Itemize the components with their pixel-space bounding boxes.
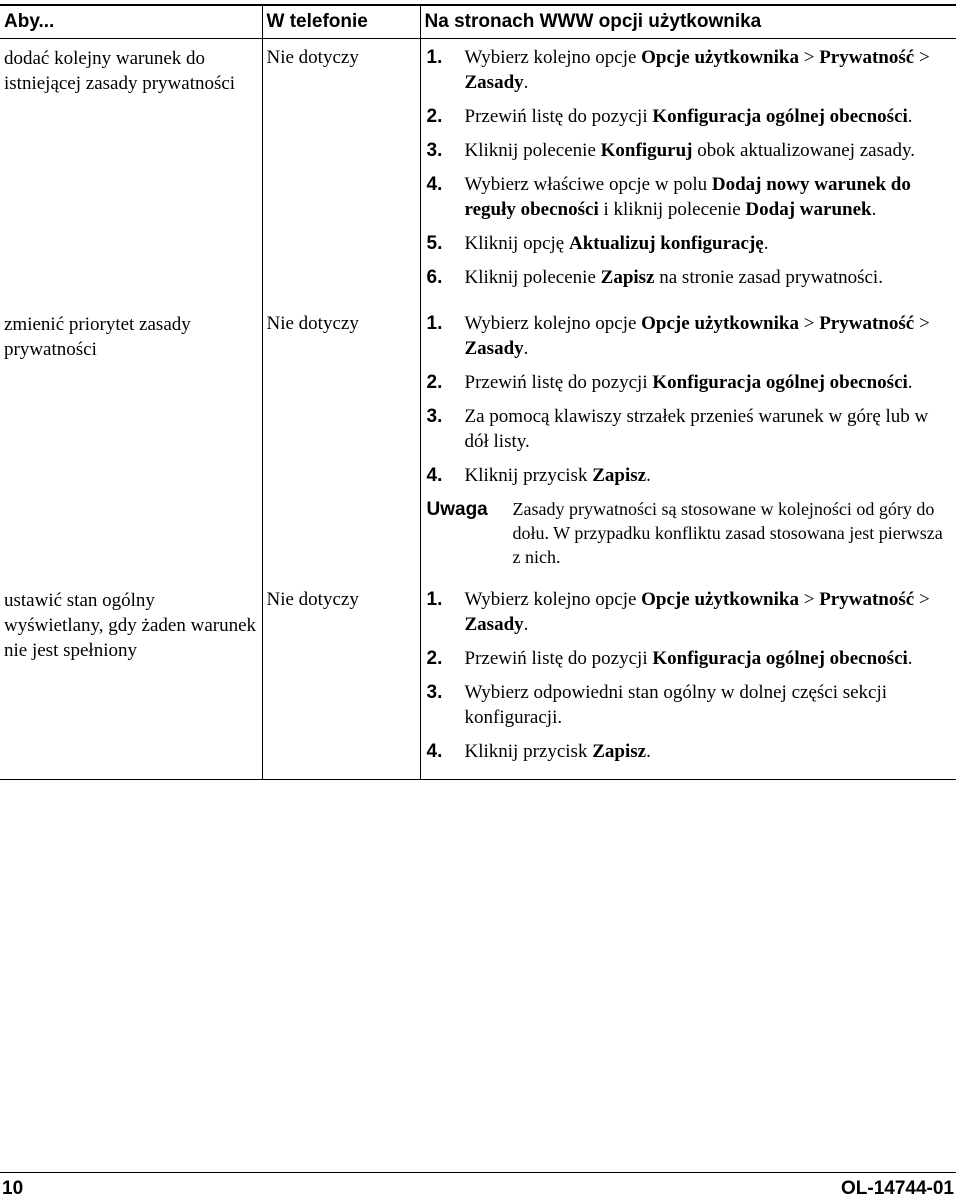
table-row bbox=[0, 305, 956, 581]
step-text-run: Kliknij polecenie bbox=[464, 140, 601, 161]
step-text-run: obok aktualizowanej zasady. bbox=[692, 140, 915, 161]
step-number: 6. bbox=[426, 267, 443, 288]
step-text-run: Przewiń listę do pozycji bbox=[464, 648, 653, 669]
step-text-run: Wybierz kolejno opcje bbox=[464, 47, 642, 68]
ui-term: Zapisz bbox=[600, 267, 655, 288]
ui-term: Opcje użytkownika bbox=[641, 313, 799, 334]
ui-term: Prywatność bbox=[819, 47, 915, 68]
step-text-run: . bbox=[763, 233, 769, 254]
step-number: 4. bbox=[426, 741, 443, 762]
step-text bbox=[465, 463, 953, 488]
step-number: 1. bbox=[426, 47, 443, 68]
header-web: Na stronach WWW opcji użytkownika bbox=[420, 5, 956, 39]
step-number: 5. bbox=[426, 233, 443, 254]
step-number: 1. bbox=[426, 589, 443, 610]
step-item bbox=[427, 463, 953, 488]
step-text bbox=[465, 587, 953, 637]
steps-cell bbox=[420, 581, 956, 780]
step-text bbox=[465, 265, 953, 290]
step-text-run: Kliknij polecenie bbox=[464, 267, 601, 288]
step-item bbox=[427, 311, 953, 361]
step-text-run: Wybierz właściwe opcje w polu bbox=[464, 174, 712, 195]
note-text: Zasady prywatności są stosowane w kolejności od góry do dołu. W przypadku konfliktu zasad stosowana jest pierwsza z nich. bbox=[512, 499, 943, 567]
ui-term: Konfiguruj bbox=[600, 140, 693, 161]
step-text-run: > bbox=[798, 313, 820, 334]
step-text bbox=[465, 138, 953, 163]
steps-cell bbox=[420, 39, 956, 306]
step-text-run: Kliknij przycisk bbox=[464, 741, 593, 762]
step-text bbox=[465, 680, 953, 730]
step-text-run: > bbox=[914, 589, 930, 610]
step-number: 3. bbox=[426, 140, 443, 161]
step-item bbox=[427, 138, 953, 163]
ui-term: Prywatność bbox=[819, 313, 915, 334]
note-label: Uwaga bbox=[426, 499, 488, 520]
step-text bbox=[465, 739, 953, 764]
step-item bbox=[427, 265, 953, 290]
step-text bbox=[465, 172, 953, 222]
step-text-run: Za pomocą klawiszy strzałek przenieś warunek w górę lub w dół listy. bbox=[464, 406, 929, 452]
footer-rule bbox=[0, 1172, 956, 1173]
step-text-run: Przewiń listę do pozycji bbox=[464, 106, 653, 127]
table-row bbox=[0, 39, 956, 306]
ui-term: Dodaj warunek bbox=[745, 199, 872, 220]
step-text-run: . bbox=[646, 465, 651, 486]
ui-term: Aktualizuj konfigurację bbox=[568, 233, 764, 254]
step-number: 1. bbox=[426, 313, 443, 334]
step-text-run: > bbox=[798, 47, 820, 68]
ui-term: Zapisz bbox=[592, 465, 647, 486]
step-text-run: Wybierz kolejno opcje bbox=[464, 313, 642, 334]
ui-term: Zasady bbox=[464, 72, 524, 93]
page-footer bbox=[0, 1172, 960, 1202]
ui-term: Opcje użytkownika bbox=[641, 47, 799, 68]
step-text bbox=[465, 646, 953, 671]
step-item bbox=[427, 680, 953, 730]
step-text-run: . bbox=[523, 614, 529, 635]
step-text-run: > bbox=[798, 589, 820, 610]
step-text bbox=[465, 404, 953, 454]
step-number: 2. bbox=[426, 648, 443, 669]
phone-cell: Nie dotyczy bbox=[262, 39, 420, 306]
step-number: 2. bbox=[426, 106, 443, 127]
step-text-run: . bbox=[523, 338, 529, 359]
step-number: 3. bbox=[426, 682, 443, 703]
step-text-run: . bbox=[523, 72, 529, 93]
step-text-run: Przewiń listę do pozycji bbox=[464, 372, 653, 393]
step-text-run: Wybierz odpowiedni stan ogólny w dolnej części sekcji konfiguracji. bbox=[464, 682, 888, 728]
ui-term: Konfiguracja ogólnej obecności bbox=[652, 106, 908, 127]
step-text bbox=[465, 45, 953, 95]
step-text bbox=[465, 311, 953, 361]
ui-term: Prywatność bbox=[819, 589, 915, 610]
document-id: OL-14744-01 bbox=[840, 1178, 954, 1199]
step-text-run: i kliknij polecenie bbox=[598, 199, 746, 220]
phone-cell: Nie dotyczy bbox=[262, 581, 420, 780]
header-action: Aby... bbox=[0, 5, 262, 39]
step-item bbox=[427, 231, 953, 256]
step-number: 4. bbox=[426, 174, 443, 195]
phone-cell: Nie dotyczy bbox=[262, 305, 420, 581]
step-text-run: Wybierz kolejno opcje bbox=[464, 589, 642, 610]
step-item bbox=[427, 587, 953, 637]
step-number: 2. bbox=[426, 372, 443, 393]
ui-term: Konfiguracja ogólnej obecności bbox=[652, 372, 908, 393]
step-item bbox=[427, 370, 953, 395]
step-text-run: Kliknij opcję bbox=[464, 233, 569, 254]
action-cell: dodać kolejny warunek do istniejącej zasady prywatności bbox=[4, 48, 236, 94]
header-phone: W telefonie bbox=[262, 5, 420, 39]
step-item bbox=[427, 739, 953, 764]
step-text-run: . bbox=[907, 648, 913, 669]
step-text-run: Kliknij przycisk bbox=[464, 465, 593, 486]
step-text-run: > bbox=[914, 47, 930, 68]
action-cell: zmienić priorytet zasady prywatności bbox=[4, 314, 191, 360]
ui-term: Konfiguracja ogólnej obecności bbox=[652, 648, 908, 669]
step-item bbox=[427, 172, 953, 222]
ui-term: Opcje użytkownika bbox=[641, 589, 799, 610]
page-number: 10 bbox=[2, 1178, 24, 1199]
step-text-run: . bbox=[907, 106, 913, 127]
step-number: 3. bbox=[426, 406, 443, 427]
note bbox=[427, 497, 953, 569]
step-item bbox=[427, 646, 953, 671]
action-cell: ustawić stan ogólny wyświetlany, gdy żaden warunek nie jest spełniony bbox=[0, 581, 262, 780]
step-text bbox=[465, 104, 953, 129]
step-text bbox=[465, 231, 953, 256]
step-text-run: . bbox=[907, 372, 913, 393]
step-item bbox=[427, 404, 953, 454]
instructions-table-wrapper bbox=[0, 4, 960, 780]
step-item bbox=[427, 104, 953, 129]
ui-term: Zasady bbox=[464, 338, 524, 359]
step-item bbox=[427, 45, 953, 95]
step-text-run: . bbox=[871, 199, 877, 220]
ui-term: Zapisz bbox=[592, 741, 647, 762]
table-header-row bbox=[0, 5, 956, 39]
step-text bbox=[465, 370, 953, 395]
table-body bbox=[0, 39, 956, 780]
table-row bbox=[0, 581, 956, 780]
ui-term: Zasady bbox=[464, 614, 524, 635]
step-text-run: na stronie zasad prywatności. bbox=[654, 267, 883, 288]
instructions-table bbox=[0, 4, 956, 780]
step-number: 4. bbox=[426, 465, 443, 486]
step-text-run: . bbox=[646, 741, 651, 762]
step-text-run: > bbox=[914, 313, 930, 334]
steps-cell bbox=[420, 305, 956, 581]
ui-term: Dodaj nowy warunek do reguły obecności bbox=[464, 174, 911, 220]
